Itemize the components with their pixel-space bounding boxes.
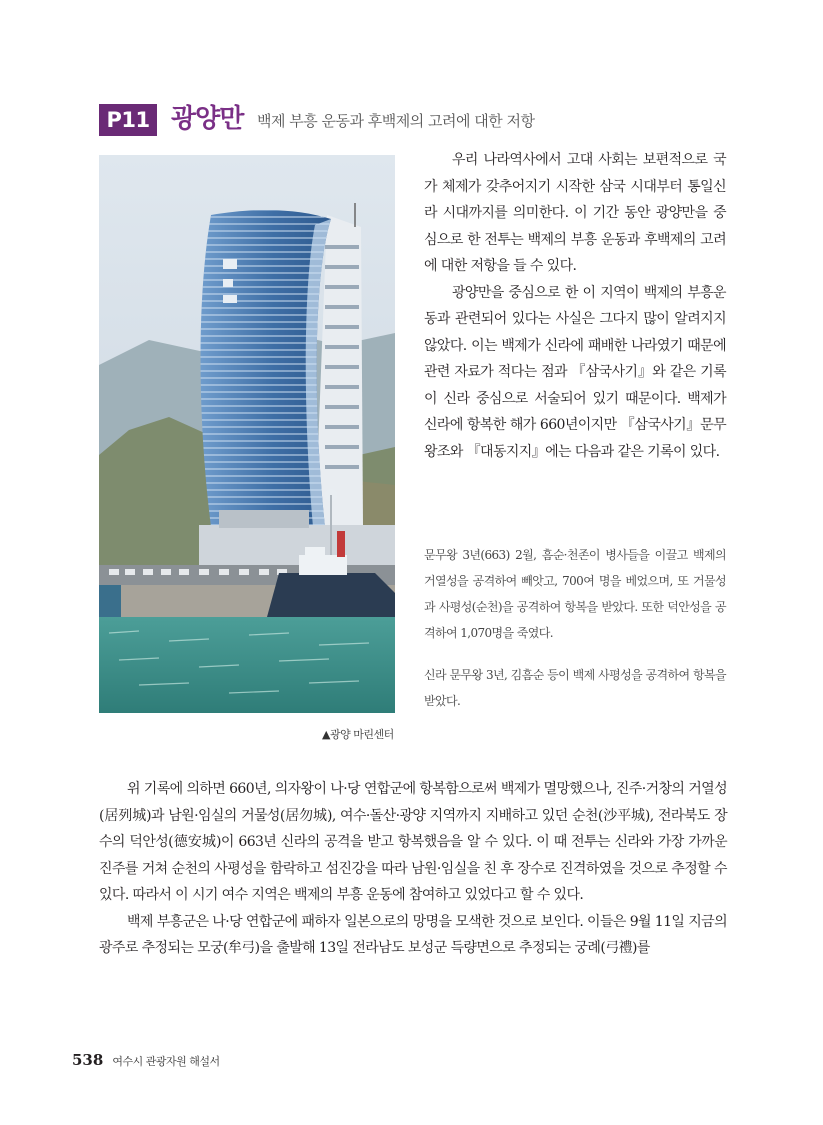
- section-header: [99, 104, 719, 138]
- photo-caption: ▲광양 마린센터: [322, 728, 394, 741]
- body-paragraph: 백제 부흥군은 나·당 연합군에 패하자 일본으로의 망명을 모색한 것으로 보인다. 이들은 9월 11일 지금의 광주로 추정되는 모궁(牟弓)을 출발해 13일 전라남도 보성군 득량면으로 추정되는 궁례(弓禮)를: [99, 913, 727, 956]
- section-title: 광양만: [171, 104, 244, 134]
- body-paragraph: 위 기록에 의하면 660년, 의자왕이 나·당 연합군에 항복함으로써 백제가 멸망했으나, 진주·거창의 거열성(居列城)과 남원·임실의 거물성(居勿城), 여수·돌산·광양 지역까지 지배하고 있던 순천(沙平城), 전라북도 장수의 덕안성(德安城)이 663년 신라의 공격을 받고 항복했음을 알 수 있다. 이 때 전투는 신라와 가장 가까운 진주를 거쳐 순천의 사평성을 함락하고 섬진강을 따라 남원·임실을 친 후 장수로 진격하였을 것으로 추정할 수 있다. 따라서 이 시기 여수 지역은 백제의 부흥 운동에 참여하고 있었다고 할 수 있다.: [99, 781, 727, 903]
- quote-paragraph: 신라 문무왕 3년, 김흠순 등이 백제 사평성을 공격하여 항복을 받았다.: [424, 668, 726, 708]
- page-number: 538: [72, 1051, 104, 1069]
- intro-paragraph: 광양만을 중심으로 한 이 지역이 백제의 부흥운동과 관련되어 있다는 사실은 그다지 많이 알려지지 않았다. 이는 백제가 신라에 패배한 나라였기 때문에 관련 자료가 적다는 점과 『삼국사기』와 같은 기록이 신라 중심으로 서술되어 있기 때문이다. 백제가 신라에 항복한 해가 660년이지만 『삼국사기』문무왕조와 『대동지지』에는 다음과 같은 기록이 있다.: [424, 284, 726, 460]
- intro-paragraph: 우리 나라역사에서 고대 사회는 보편적으로 국가 체제가 갖추어지기 시작한 삼국 시대부터 통일신라 시대까지를 의미한다. 이 기간 동안 광양만을 중심으로 한 전투는 백제의 부흥 운동과 후백제의 고려에 대한 저항을 들 수 있다.: [424, 152, 726, 274]
- section-badge: P11: [99, 104, 157, 136]
- intro-text: [424, 147, 726, 465]
- photo-illustration: [99, 155, 395, 713]
- quote-paragraph: 문무왕 3년(663) 2월, 흠순·천존이 병사들을 이끌고 백제의 거열성을 공격하여 빼앗고, 700여 명을 베었으며, 또 거물성과 사평성(순천)을 공격하여 항복을 받았다. 또한 덕안성을 공격하여 1,070명을 죽였다.: [424, 548, 726, 640]
- body-text: [99, 776, 727, 962]
- section-subtitle: 백제 부흥 운동과 후백제의 고려에 대한 저항: [257, 112, 535, 130]
- page-footer: [72, 1050, 220, 1069]
- book-title: 여수시 관광자원 해설서: [112, 1055, 220, 1068]
- building-photo: [99, 155, 395, 713]
- quote-box: [424, 542, 726, 714]
